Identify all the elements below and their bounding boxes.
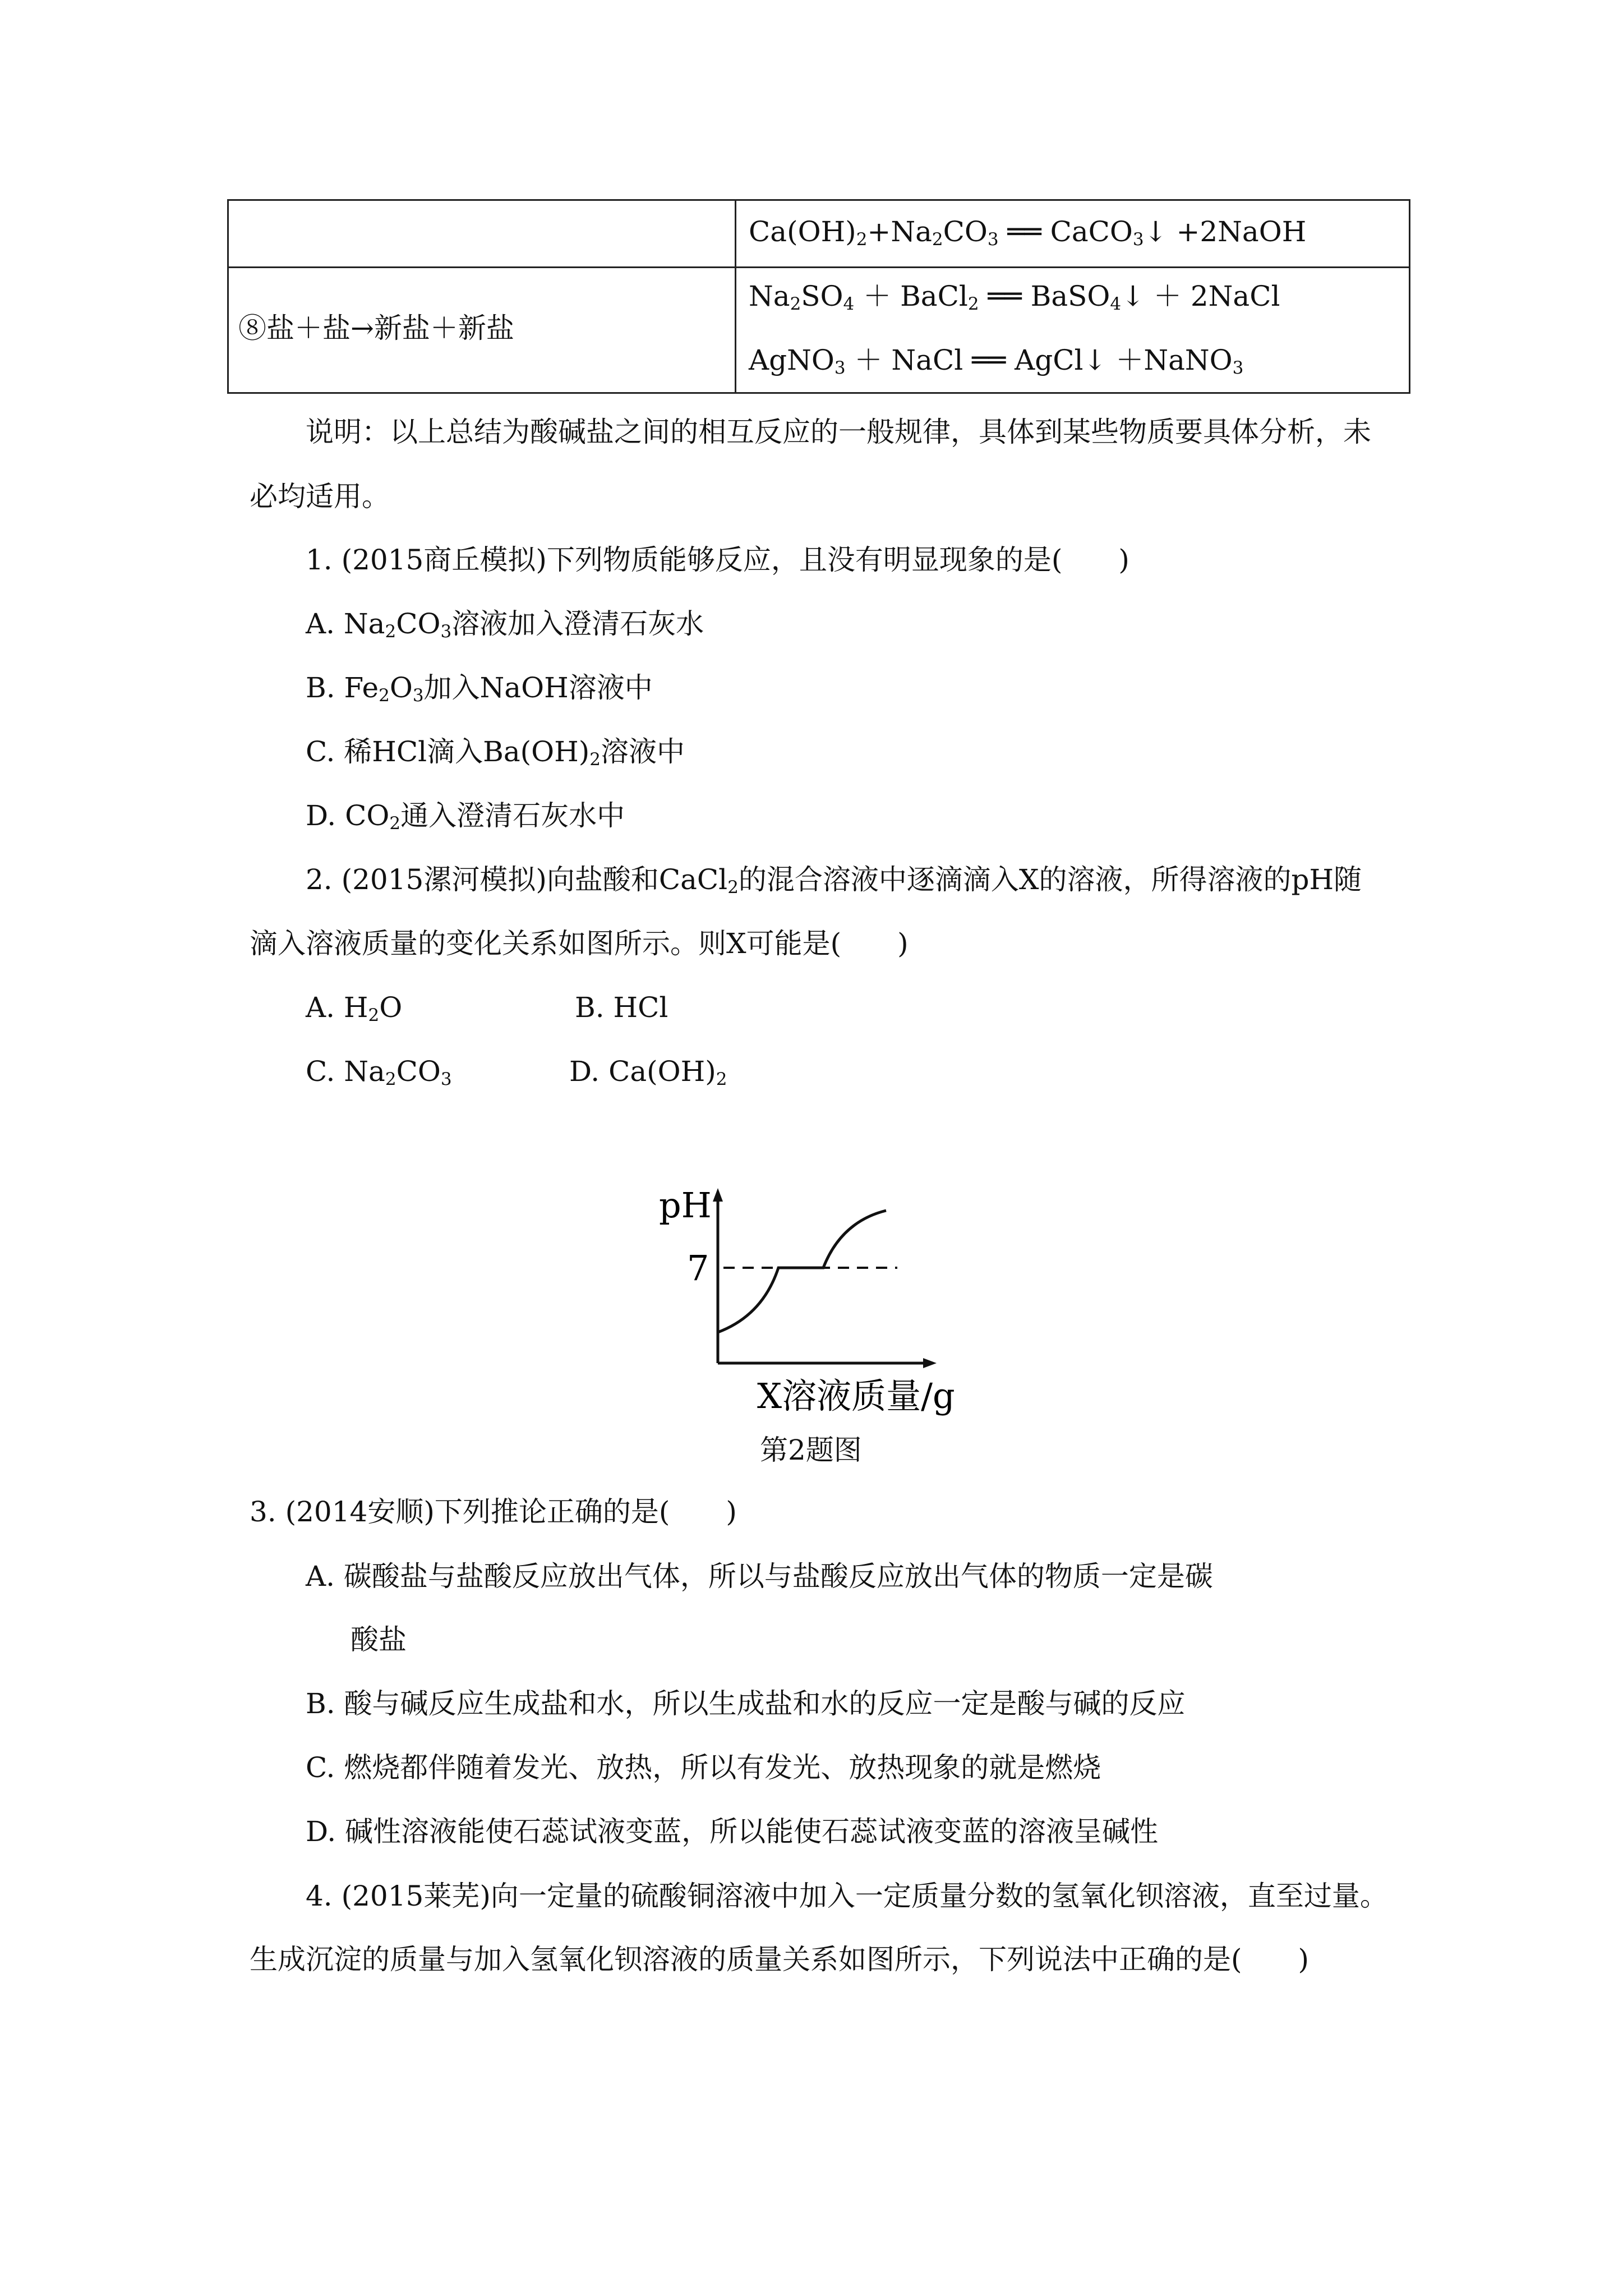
q3-option-a-line-1: A. 碳酸盐与盐酸反应放出气体，所以与盐酸反应放出气体的物质一定是碳 <box>306 1560 1213 1593</box>
subscript: 4 <box>843 293 855 314</box>
q1-option-a: A. $Na_2CO_3$溶液加入澄清石灰水 <box>306 608 704 642</box>
q1-stem: 1. (2015商丘模拟)下列物质能够反应，且没有明显现象的是( ) <box>306 544 1129 576</box>
q2-stem-line-2: 滴入溶液质量的变化关系如图所示。则X可能是( ) <box>250 927 909 960</box>
subscript: 3 <box>1132 229 1144 250</box>
subscript: 2 <box>790 293 801 314</box>
table-row2-equation-1: $Na_2SO_4$ ＋ BaCl$_2$ ══ BaSO$_4$↓ ＋ 2NaCl <box>749 280 1280 314</box>
q2-option-c: C. $Na_2CO_3$ <box>306 1055 452 1089</box>
table-row2-label: ⑧盐＋盐→新盐＋新盐 <box>238 312 514 344</box>
table-divider-vertical <box>735 201 736 392</box>
q3-option-c: C. 燃烧都伴随着发光、放热，所以有发光、放热现象的就是燃烧 <box>306 1751 1101 1784</box>
tick-7: 7 <box>687 1248 709 1289</box>
q3-option-a-line-2: 酸盐 <box>351 1623 407 1656</box>
subscript: 3 <box>412 685 424 706</box>
note-line-2: 必均适用。 <box>250 480 390 513</box>
note-line-1: 说明：以上总结为酸碱盐之间的相互反应的一般规律，具体到某些物质要具体分析，未 <box>306 416 1371 448</box>
subscript: 4 <box>1110 293 1122 314</box>
subscript: 2 <box>856 229 868 250</box>
y-axis-arrow <box>713 1188 723 1202</box>
q2-option-d: D. $Ca(OH)_2$ <box>569 1055 727 1089</box>
q3-option-d: D. 碱性溶液能使石蕊试液变蓝，所以能使石蕊试液变蓝的溶液呈碱性 <box>306 1815 1159 1848</box>
subscript: 3 <box>440 621 452 642</box>
q1-option-b: B. $Fe_2O_3$加入NaOH溶液中 <box>306 671 653 706</box>
subscript: 2 <box>727 877 739 898</box>
y-axis-label: pH <box>659 1185 712 1226</box>
subscript: 3 <box>440 1069 452 1089</box>
ph-curve <box>718 1211 886 1332</box>
table-row1-equation: $Ca(OH)_2+Na_2CO_3$ ══ CaCO$_3$↓ +2NaOH <box>749 215 1307 250</box>
q3-option-b: B. 酸与碱反应生成盐和水，所以生成盐和水的反应一定是酸与碱的反应 <box>306 1687 1186 1720</box>
table-divider-horizontal <box>229 266 1409 268</box>
subscript: 3 <box>1232 357 1244 378</box>
subscript: 2 <box>368 1005 380 1025</box>
table-row2-equation-2: AgNO$_3$ ＋ NaCl ══ AgCl↓ ＋NaNO$_3$ <box>749 344 1244 378</box>
q2-figure-caption: 第2题图 <box>760 1434 862 1466</box>
q4-stem-line-2: 生成沉淀的质量与加入氢氧化钡溶液的质量关系如图所示，下列说法中正确的是( ) <box>250 1943 1310 1976</box>
x-axis-label: X溶液质量/g <box>757 1375 955 1416</box>
q2-stem-line-1: 2. (2015漯河模拟)向盐酸和CaCl$_2$的混合溶液中逐滴滴入X的溶液，所得溶液的pH随 <box>306 863 1362 898</box>
subscript: 3 <box>834 357 846 378</box>
subscript: 3 <box>987 229 999 250</box>
x-axis-arrow <box>923 1358 937 1368</box>
subscript: 2 <box>967 293 979 314</box>
q2-ph-graph <box>645 1167 981 1419</box>
q3-stem: 3. (2014安顺)下列推论正确的是( ) <box>250 1496 737 1528</box>
subscript: 2 <box>379 685 390 706</box>
subscript: 2 <box>385 621 396 642</box>
subscript: 2 <box>716 1069 727 1089</box>
q2-option-a: A. $H_2O$ <box>306 991 403 1025</box>
subscript: 2 <box>932 229 943 250</box>
subscript: 2 <box>589 749 601 770</box>
q2-option-b: B. HCl <box>575 991 668 1024</box>
subscript: 2 <box>389 813 401 834</box>
subscript: 2 <box>385 1069 396 1089</box>
q1-option-c: C. 稀HCl滴入$Ba(OH)_2$溶液中 <box>306 735 685 770</box>
q4-stem-line-1: 4. (2015莱芜)向一定量的硫酸铜溶液中加入一定质量分数的氢氧化钡溶液，直至过量。 <box>306 1880 1388 1912</box>
q1-option-d: D. $CO_2$通入澄清石灰水中 <box>306 799 625 834</box>
